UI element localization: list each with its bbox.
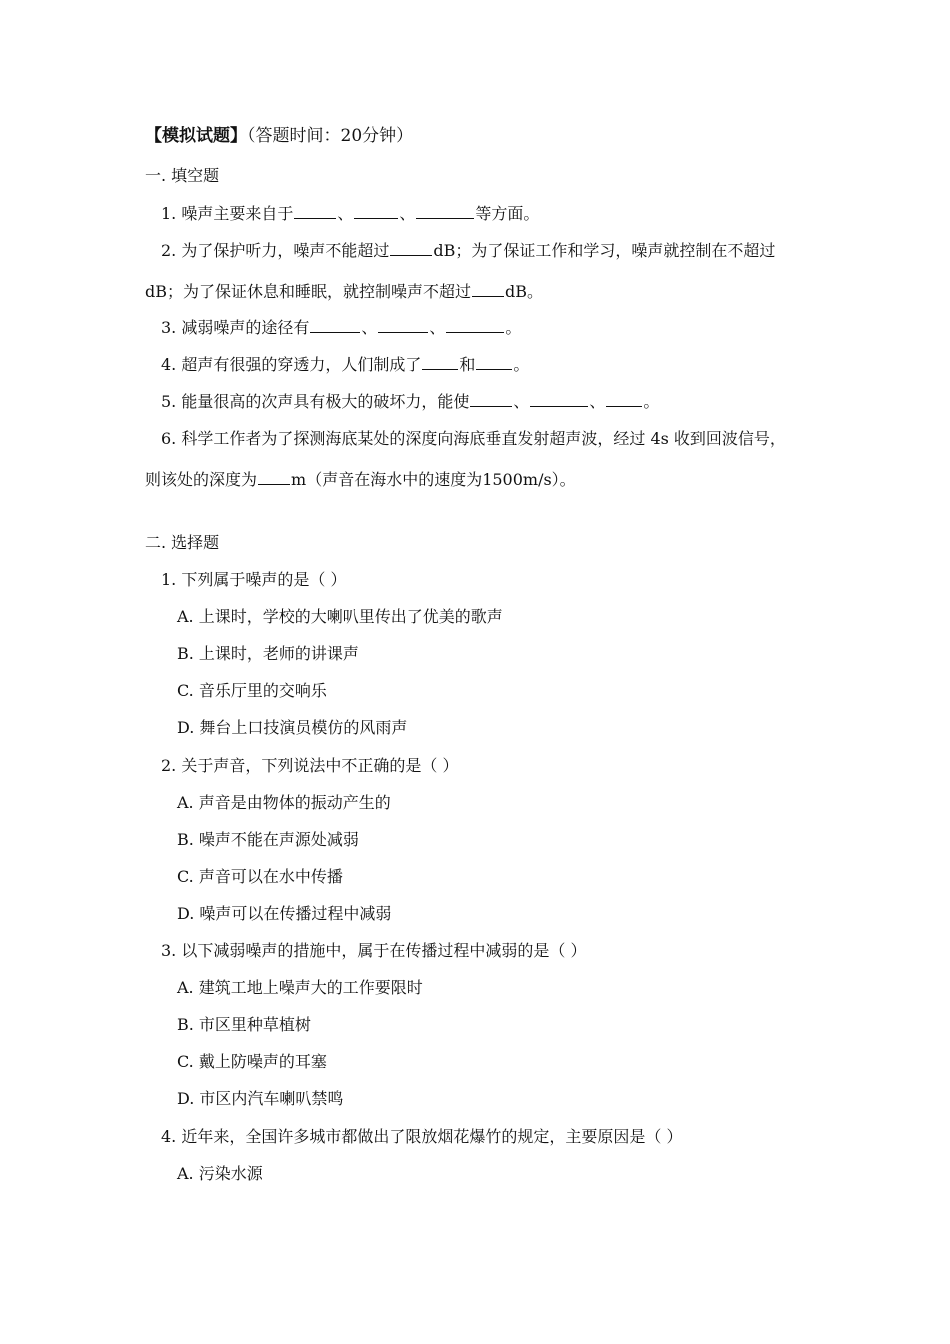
choice-option[interactable]: A. 声音是由物体的振动产生的	[177, 793, 391, 812]
choice-question-stem: 1. 下列属于噪声的是（ ）	[161, 570, 347, 589]
answer-blank[interactable]	[530, 392, 588, 407]
q4-end: 。	[513, 355, 530, 374]
q5-sep: 、	[589, 392, 606, 411]
q2-text: 2. 为了保护听力，噪声不能超过	[161, 241, 390, 260]
q4-text: 和	[459, 355, 476, 374]
choice-option[interactable]: B. 市区里种草植树	[177, 1015, 311, 1034]
q4-text: 4. 超声有很强的穿透力，人们制成了	[161, 355, 422, 374]
choice-option[interactable]: D. 舞台上口技演员模仿的风雨声	[177, 718, 408, 737]
answer-blank[interactable]	[390, 241, 432, 256]
choice-option[interactable]: C. 戴上防噪声的耳塞	[177, 1052, 327, 1071]
fill-question-6: 6. 科学工作者为了探测海底某处的深度向海底垂直发射超声波，经过 4s 收到回波信号，	[161, 429, 786, 448]
choice-question-stem: 3. 以下减弱噪声的措施中，属于在传播过程中减弱的是（ ）	[161, 941, 587, 960]
answer-blank[interactable]	[416, 204, 474, 219]
choice-question-stem: 4. 近年来，全国许多城市都做出了限放烟花爆竹的规定，主要原因是（ ）	[161, 1127, 683, 1146]
q1-text: 1. 噪声主要来自于	[161, 204, 294, 223]
answer-blank[interactable]	[470, 392, 512, 407]
fill-question-1	[161, 204, 539, 224]
answer-blank[interactable]	[472, 282, 504, 297]
q5-sep: 、	[513, 392, 530, 411]
q6-text: 则该处的深度为	[145, 470, 258, 489]
q3-sep: 、	[361, 318, 378, 337]
choice-option[interactable]: B. 上课时，老师的讲课声	[177, 644, 359, 663]
choice-option[interactable]: C. 声音可以在水中传播	[177, 867, 343, 886]
q3-sep: 、	[429, 318, 446, 337]
answer-blank[interactable]	[258, 470, 290, 485]
q3-text: 3. 减弱噪声的途径有	[161, 318, 310, 337]
q2-text: dB；为了保证休息和睡眠，就控制噪声不超过	[145, 282, 472, 301]
fill-question-4	[161, 355, 529, 375]
title-bold: 【模拟试题】	[145, 126, 247, 146]
answer-blank[interactable]	[606, 392, 642, 407]
q3-end: 。	[505, 318, 522, 337]
answer-blank[interactable]	[310, 318, 360, 333]
choice-option[interactable]: A. 建筑工地上噪声大的工作要限时	[177, 978, 423, 997]
answer-blank[interactable]	[378, 318, 428, 333]
section-heading-choice: 二. 选择题	[145, 533, 220, 552]
q5-end: 。	[643, 392, 660, 411]
answer-blank[interactable]	[446, 318, 504, 333]
q1-sep: 、	[337, 204, 354, 223]
q6-text: m（声音在海水中的速度为1500m/s）。	[291, 470, 576, 489]
fill-question-2-cont	[145, 282, 543, 302]
choice-option[interactable]: B. 噪声不能在声源处减弱	[177, 830, 359, 849]
q2-text: dB；为了保证工作和学习，噪声就控制在不超过	[433, 241, 776, 260]
fill-question-3	[161, 318, 521, 338]
q1-end: 等方面。	[475, 204, 540, 223]
page-title	[145, 126, 413, 146]
q2-end: dB。	[505, 282, 544, 301]
q1-sep: 、	[399, 204, 416, 223]
choice-option[interactable]: A. 上课时，学校的大喇叭里传出了优美的歌声	[177, 607, 503, 626]
choice-question-stem: 2. 关于声音，下列说法中不正确的是（ ）	[161, 756, 459, 775]
choice-option[interactable]: C. 音乐厅里的交响乐	[177, 681, 327, 700]
fill-question-2	[161, 241, 775, 261]
choice-option[interactable]: D. 噪声可以在传播过程中减弱	[177, 904, 392, 923]
answer-blank[interactable]	[422, 355, 458, 370]
answer-blank[interactable]	[476, 355, 512, 370]
q5-text: 5. 能量很高的次声具有极大的破坏力，能使	[161, 392, 470, 411]
answer-blank[interactable]	[294, 204, 336, 219]
choice-option[interactable]: A. 污染水源	[177, 1164, 263, 1183]
title-rest: （答题时间：20分钟）	[247, 126, 414, 146]
choice-option[interactable]: D. 市区内汽车喇叭禁鸣	[177, 1089, 344, 1108]
section-heading-fill-blank: 一. 填空题	[145, 166, 220, 185]
fill-question-6-cont	[145, 470, 576, 490]
fill-question-5	[161, 392, 659, 412]
answer-blank[interactable]	[354, 204, 398, 219]
